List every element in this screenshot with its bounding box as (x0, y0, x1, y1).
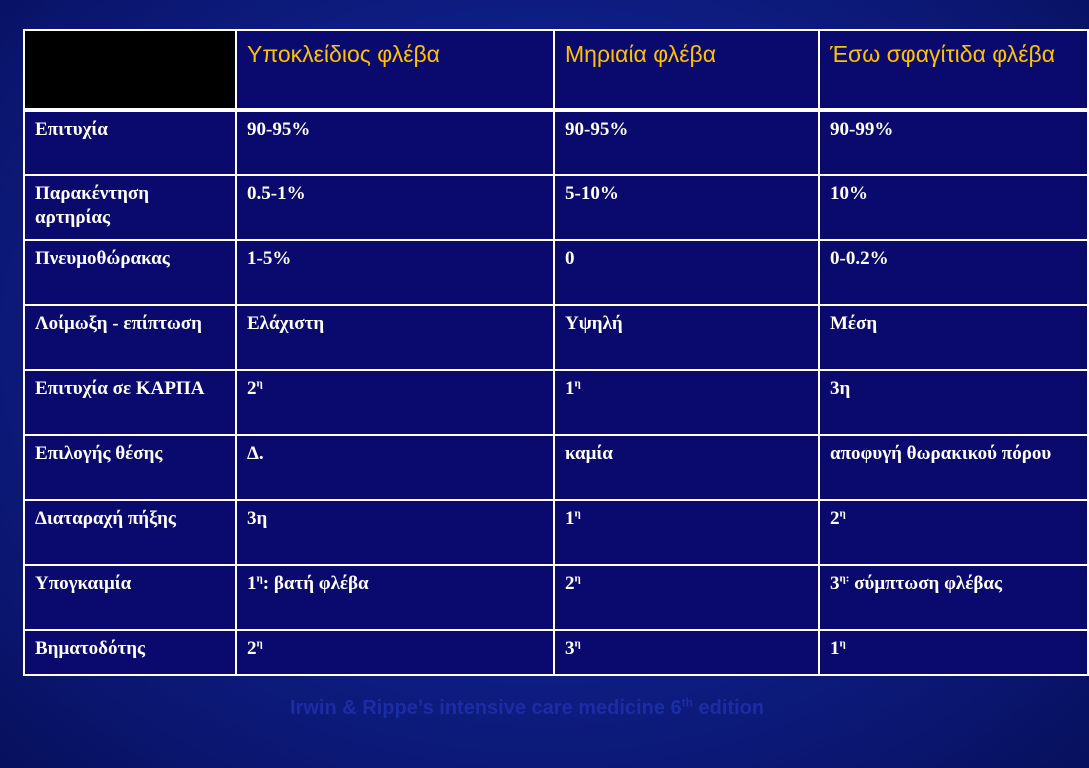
row-label-text: Πνευμοθώρακας (35, 248, 170, 269)
row-label (24, 305, 236, 370)
row-label-text: Υπογκαιμία (35, 573, 132, 594)
cell-femoral (554, 370, 819, 435)
row-label (24, 565, 236, 630)
cell-value: 90-95% (247, 119, 311, 140)
cell-value: 1-5% (247, 248, 292, 269)
row-label (24, 370, 236, 435)
table-row (24, 110, 1088, 175)
cell-subclavian (236, 110, 554, 175)
comparison-table (23, 29, 1089, 676)
cell-value: 1 (830, 638, 840, 659)
table-header-row (24, 30, 1088, 110)
cell-value: 0 (565, 248, 575, 269)
cell-femoral (554, 175, 819, 240)
cell-value: 10% (830, 183, 868, 204)
row-label-text: Βηματοδότης (35, 638, 146, 659)
table-row (24, 305, 1088, 370)
cell-value: αποφυγή θωρακικού πόρου (830, 443, 1052, 464)
row-label (24, 175, 236, 240)
row-label-text: Διαταραχή πήξης (35, 508, 176, 529)
cell-value: 3 (830, 573, 840, 594)
cell-value: 90-99% (830, 119, 894, 140)
table-row (24, 370, 1088, 435)
cell-value: 0.5-1% (247, 183, 306, 204)
cell-value: 3η (830, 378, 851, 399)
cell-value: 1 (247, 573, 257, 594)
cell-value: 90-95% (565, 119, 629, 140)
cell-subclavian (236, 500, 554, 565)
row-label (24, 435, 236, 500)
row-label (24, 240, 236, 305)
cell-subclavian (236, 370, 554, 435)
ordinal-superscript: η (256, 637, 263, 650)
cell-subclavian (236, 565, 554, 630)
cell-value: 0-0.2% (830, 248, 889, 269)
header-corner-cell (24, 30, 236, 110)
ordinal-superscript: η (574, 637, 581, 650)
ordinal-superscript: η (839, 507, 846, 520)
cell-value: 2 (247, 638, 257, 659)
table-row (24, 435, 1088, 500)
cell-jugular (819, 565, 1088, 630)
citation-rest: edition (692, 697, 765, 719)
ordinal-superscript: η (574, 377, 581, 390)
cell-subclavian (236, 435, 554, 500)
cell-jugular (819, 500, 1088, 565)
cell-value: 5-10% (565, 183, 619, 204)
row-label-text: Επιλογής θέσης (35, 443, 163, 464)
cell-jugular (819, 435, 1088, 500)
cell-jugular (819, 240, 1088, 305)
cell-jugular (819, 305, 1088, 370)
cell-femoral (554, 565, 819, 630)
cell-femoral (554, 110, 819, 175)
cell-subclavian (236, 240, 554, 305)
table-row (24, 240, 1088, 305)
source-citation (290, 697, 764, 720)
table-row (24, 175, 1088, 240)
cell-value: καμία (565, 443, 613, 464)
ordinal-superscript: η (256, 572, 263, 585)
cell-jugular (819, 630, 1088, 675)
row-label (24, 110, 236, 175)
cell-note: : βατή φλέβα (262, 573, 369, 594)
cell-femoral (554, 500, 819, 565)
row-label (24, 500, 236, 565)
cell-value: Μέση (830, 313, 878, 334)
cell-value: 2 (247, 378, 257, 399)
header-internal-jugular-vein: Έσω σφαγίτιδα φλέβα (819, 30, 1088, 110)
cell-value: Δ. (247, 443, 264, 464)
cell-value: 2 (830, 508, 840, 529)
header-femoral-vein: Μηριαία φλέβα (554, 30, 819, 110)
cell-femoral (554, 435, 819, 500)
citation-text: Irwin & Rippe’s intensive care medicine 6 (290, 697, 682, 719)
cell-jugular (819, 370, 1088, 435)
cell-note: σύμπτωση φλέβας (849, 573, 1003, 594)
cell-femoral (554, 240, 819, 305)
table-row (24, 630, 1088, 675)
header-subclavian-vein: Υποκλείδιος φλέβα (236, 30, 554, 110)
ordinal-superscript: η (574, 507, 581, 520)
table-row (24, 500, 1088, 565)
row-label-text: Λοίμωξη - επίπτωση (35, 313, 202, 334)
ordinal-superscript: η: (839, 572, 850, 585)
cell-value: Υψηλή (565, 313, 623, 334)
cell-subclavian (236, 305, 554, 370)
table-row (24, 565, 1088, 630)
row-label-text: Παρακέντηση αρτηρίας (35, 183, 149, 228)
cell-femoral (554, 630, 819, 675)
cell-femoral (554, 305, 819, 370)
row-label-text: Επιτυχία (35, 119, 108, 140)
cell-jugular (819, 175, 1088, 240)
cell-value: 1 (565, 508, 575, 529)
cell-value: 2 (565, 573, 575, 594)
cell-value: 1 (565, 378, 575, 399)
ordinal-superscript: η (256, 377, 263, 390)
cell-subclavian (236, 630, 554, 675)
cell-value: Ελάχιστη (247, 313, 325, 334)
cell-value: 3η (247, 508, 268, 529)
row-label-text: Επιτυχία σε ΚΑΡΠΑ (35, 378, 205, 399)
ordinal-superscript: η (839, 637, 846, 650)
ordinal-superscript: η (574, 572, 581, 585)
citation-superscript: th (681, 695, 693, 710)
cell-value: 3 (565, 638, 575, 659)
cell-jugular (819, 110, 1088, 175)
cell-subclavian (236, 175, 554, 240)
row-label (24, 630, 236, 675)
